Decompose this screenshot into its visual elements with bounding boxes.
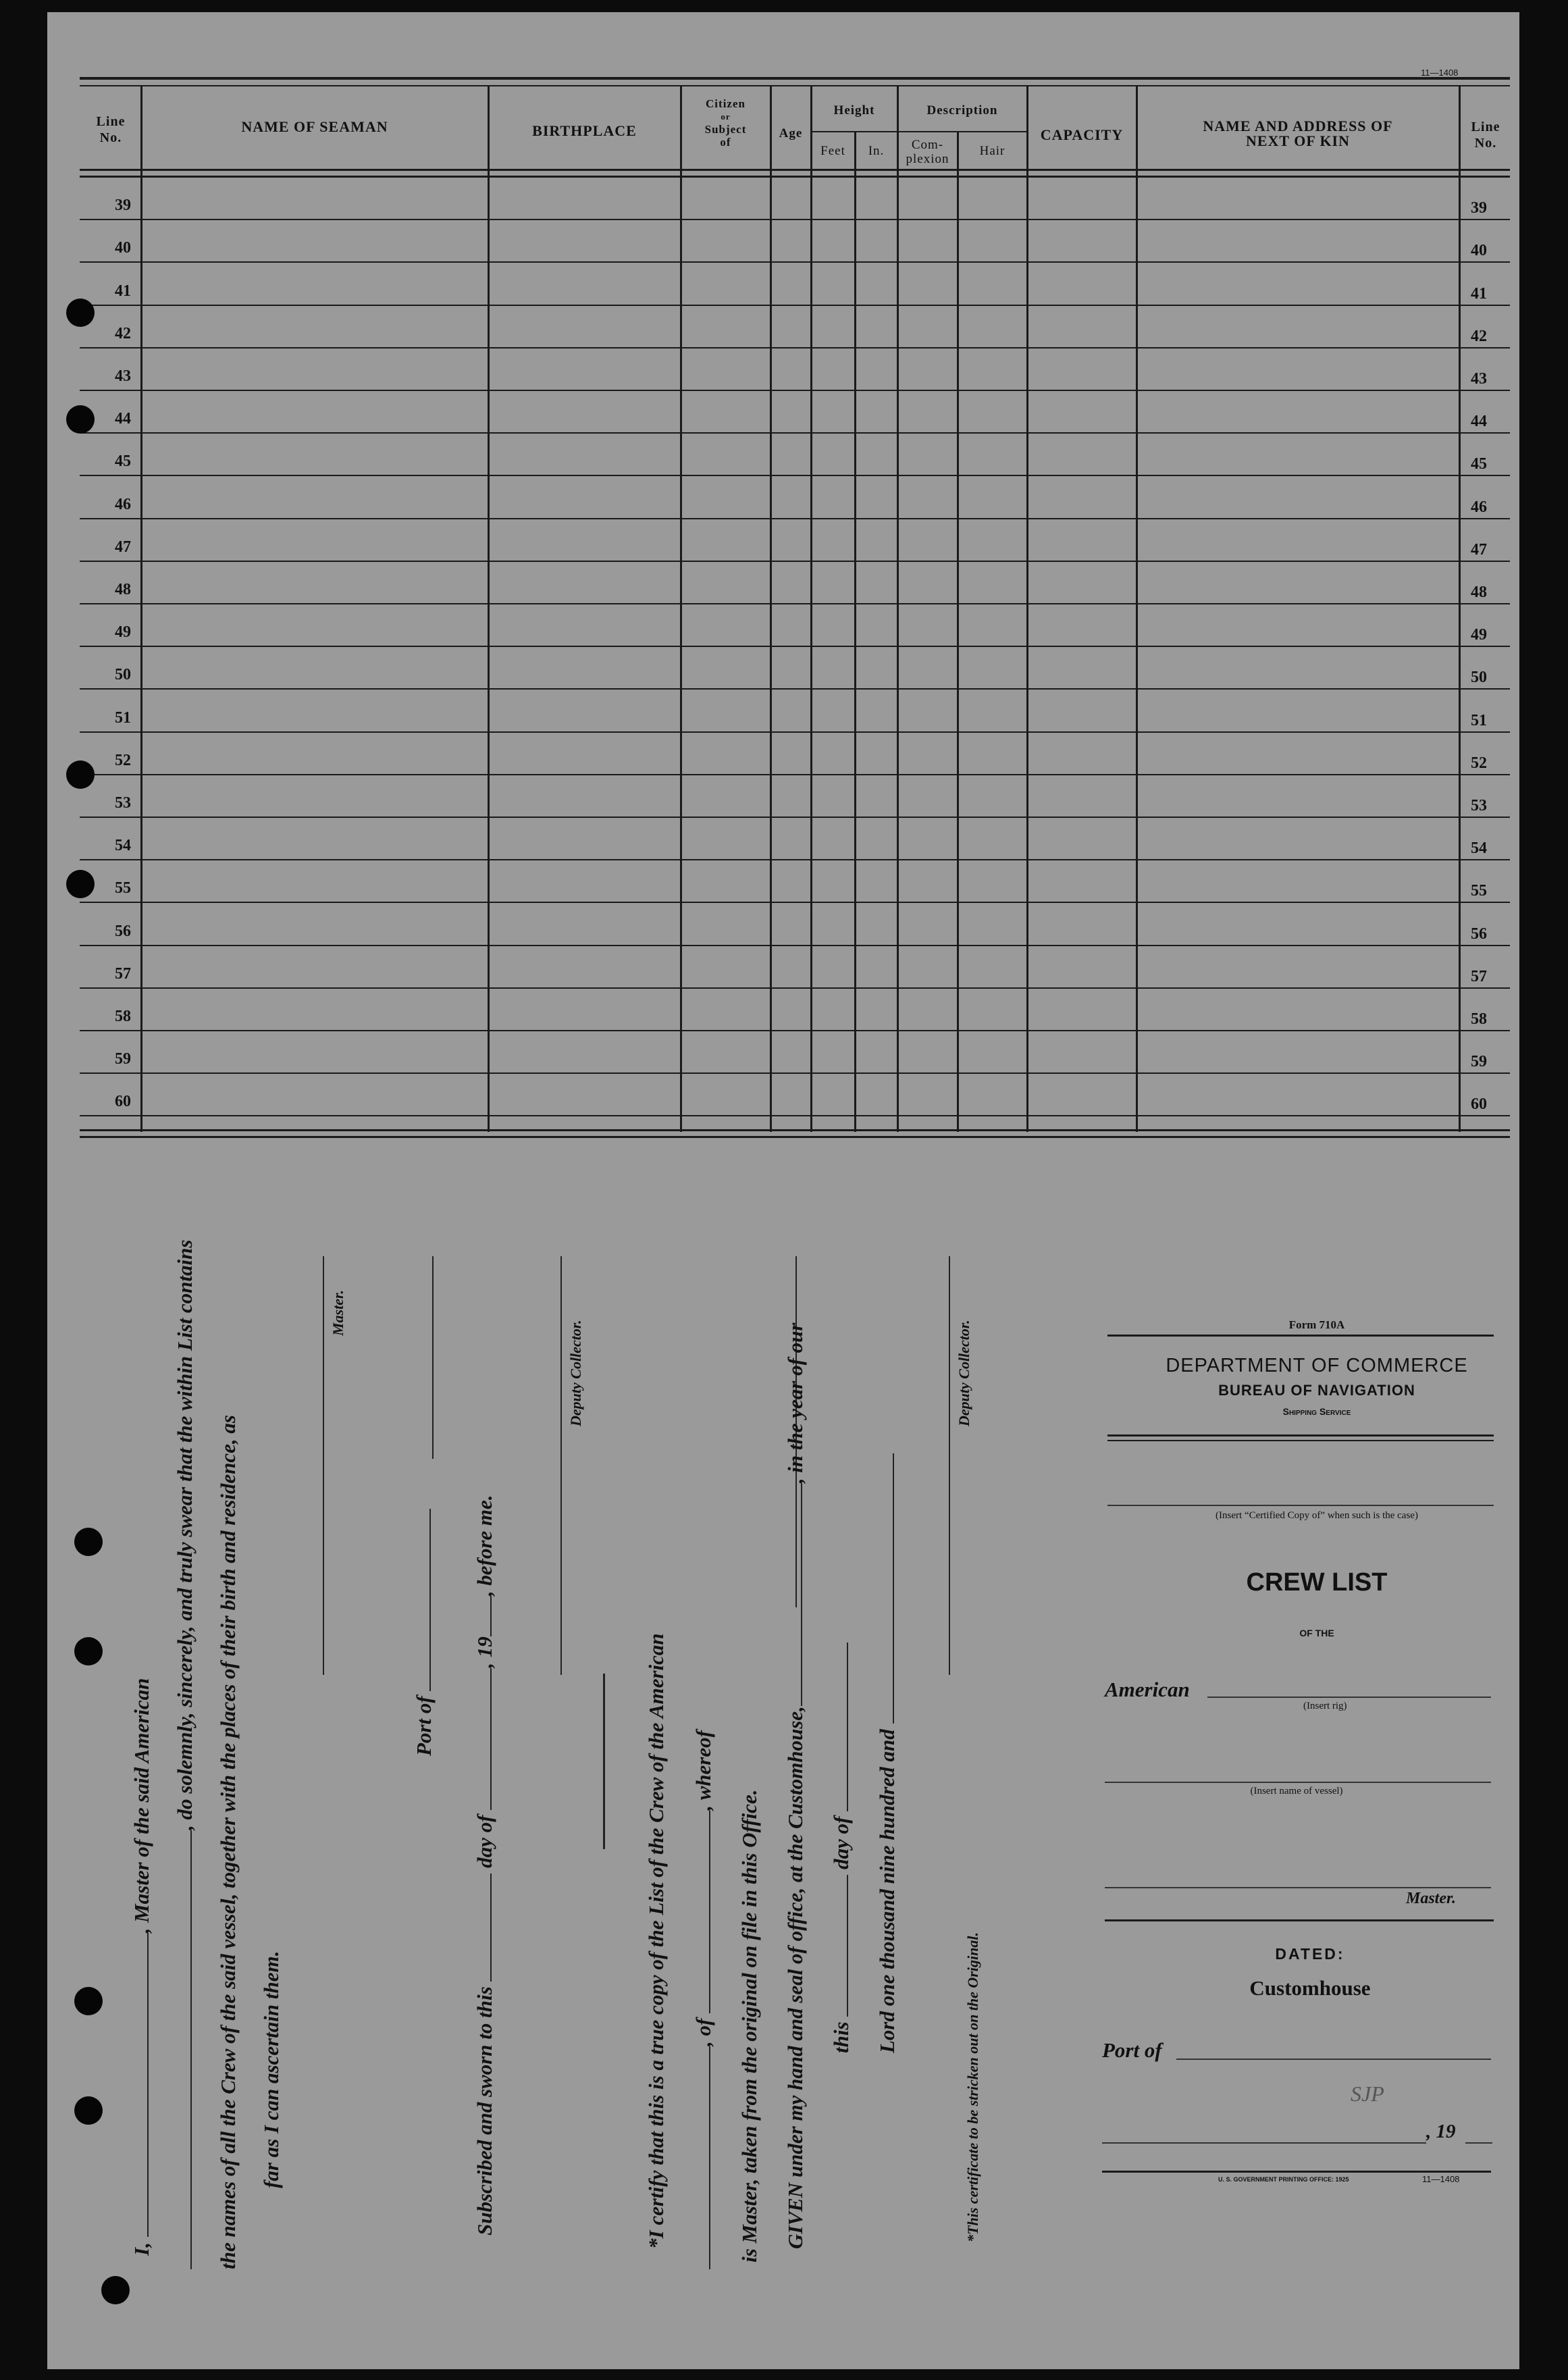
line-number-left: 54 [115,837,131,855]
printer-imprint: U. S. GOVERNMENT PRINTING OFFICE: 1925 [1218,2176,1349,2183]
line-number-right: 40 [1471,242,1487,260]
punch-hole [74,1987,103,2015]
table-row [80,1030,1510,1031]
table-row [80,219,1510,220]
form-number: Form 710A [1288,1318,1345,1331]
table-row [80,859,1510,860]
cover-year-19: , 19 [1426,2121,1456,2142]
line-number-left: 58 [115,1008,131,1025]
certified-copy-line[interactable] [1107,1505,1494,1506]
col-line-1 [140,85,142,1132]
insert-vessel-note: (Insert name of vessel) [1250,1786,1343,1796]
american-label: American [1105,1678,1190,1701]
col-line-5 [810,85,812,1132]
line-number-left: 40 [115,239,131,257]
table-row [80,561,1510,562]
line-number-left: 43 [115,367,131,385]
top-rule-thin [80,85,1510,86]
line-number-left: 49 [115,623,131,642]
line-number-left: 52 [115,751,131,769]
blank-vessel[interactable] [691,2046,710,2269]
punch-hole [74,2096,103,2125]
service-title: Shipping Service [1282,1406,1351,1417]
line-number-right: 56 [1471,925,1487,943]
form-code-top: 11—1408 [1421,68,1459,78]
line-number-left: 60 [115,1093,131,1111]
table-row [80,774,1510,775]
line-number-left: 46 [115,495,131,513]
header-complexion: Com- plexion [906,138,949,166]
bureau-title: BUREAU OF NAVIGATION [1218,1382,1415,1399]
port-of-line: Port of [412,1509,436,1756]
height-desc-subrule [810,131,1028,132]
line-number-left: 57 [115,964,131,983]
line-number-right: 53 [1471,797,1487,814]
master-label: Master. [330,1290,346,1336]
bottom-rule [80,1129,1510,1131]
line-number-right: 45 [1471,455,1487,473]
subscribed-line: Subscribed and sworn to this day of , 19, before me. [473,1495,496,2235]
line-number-right: 47 [1471,540,1487,559]
header-inches: In. [868,144,885,158]
line-number-right: 54 [1471,839,1487,858]
line-number-right: 44 [1471,413,1487,431]
table-row [80,261,1510,263]
cover-top-rule [1107,1335,1494,1337]
blank-month[interactable] [473,1668,492,1810]
form-code-bottom: 11—1408 [1422,2174,1460,2184]
oath-line-2: , do solemnly, sincerely, and truly swear that the within List contains [173,1240,197,2269]
cover-port-of-label: Port of [1102,2038,1162,2062]
dated-label: DATED: [1275,1945,1345,1963]
header-citizen: Citizen or Subject of [704,97,747,149]
deputy-collector-signature-line[interactable] [560,1256,562,1675]
col-line-7 [897,85,899,1132]
line-number-left: 55 [115,879,131,898]
table-row [80,987,1510,989]
line-number-right: 43 [1471,370,1487,388]
cover-master-label: Master. [1406,1890,1457,1907]
table-row [80,518,1510,519]
blank-master-name[interactable] [130,1933,149,2237]
punch-hole [74,1637,103,1665]
certificate-line-2: , of , whereof [691,1730,716,2269]
line-number-left: 51 [115,708,131,727]
line-number-left: 56 [115,922,131,940]
line-number-left: 50 [115,666,131,684]
blank-cert-month[interactable] [829,1642,848,1811]
certificate-line-6: Lord one thousand nine hundred and [875,1453,899,2053]
line-number-right: 57 [1471,967,1487,985]
punch-hole [74,1528,103,1556]
line-number-left: 41 [115,282,131,300]
line-number-left: 59 [115,1050,131,1068]
punch-hole [66,760,95,789]
cover-port-line[interactable] [1176,2059,1491,2060]
line-number-left: 47 [115,538,131,556]
col-line-2 [488,85,490,1132]
certificate-line-1: *I certify that this is a true copy of the List of the Crew of the American [644,1633,668,2249]
line-number-right: 60 [1471,1095,1487,1114]
certificate-line-4: GIVEN under my hand and seal of office, at the Customhouse,, in the year of our [783,1322,807,2249]
blank-port[interactable] [412,1509,431,1691]
table-row [80,347,1510,348]
col-line-6 [854,131,856,1132]
line-number-left: 39 [115,197,131,215]
table-row [80,817,1510,818]
master-name-line[interactable] [1105,1887,1491,1888]
master-signature-line[interactable] [323,1256,324,1675]
punch-hole [101,2276,130,2304]
port-of-rule [432,1256,434,1459]
line-number-left: 53 [115,794,131,812]
certificate-footnote: *This certificate to be stricken out on the Original. [964,1932,981,2242]
line-number-right: 50 [1471,669,1487,687]
header-next-of-kin: NAME AND ADDRESS OF NEXT OF KIN [1203,118,1393,149]
divider-rule [603,1674,605,1849]
line-number-right: 59 [1471,1053,1487,1071]
header-line-no-right: Line No. [1471,120,1500,151]
punch-hole [66,870,95,898]
header-line-no: Line No. [96,114,126,145]
col-line-3 [680,85,682,1132]
header-height: Height [833,103,875,118]
department-title: DEPARTMENT OF COMMERCE [1166,1355,1468,1376]
vessel-name-line[interactable] [1105,1782,1491,1783]
col-line-9 [1026,85,1028,1132]
cert-deputy-signature-line[interactable] [949,1256,950,1675]
table-row [80,390,1510,391]
header-rule [80,169,1510,171]
header-hair: Hair [979,144,1005,158]
table-row [80,731,1510,733]
cover-year-line[interactable] [1465,2142,1492,2144]
cover-date-line[interactable] [1102,2142,1426,2144]
deputy-collector-label: Deputy Collector. [567,1320,584,1426]
header-description: Description [926,103,998,118]
line-number-left: 44 [115,410,131,428]
cover-rule-2 [1107,1434,1494,1437]
table-row [80,432,1510,434]
table-row [80,603,1510,604]
col-line-8 [957,131,959,1132]
col-line-4 [770,85,772,1132]
line-number-right: 49 [1471,626,1487,644]
cert-deputy-collector-label: Deputy Collector. [956,1320,972,1426]
blank-vessel-name[interactable] [173,1830,192,2269]
blank-cert-day[interactable] [829,1875,848,2017]
blank-day[interactable] [473,1873,492,1982]
line-number-right: 51 [1471,711,1487,729]
line-number-left: 48 [115,581,131,598]
line-number-right: 42 [1471,327,1487,345]
header-name-of-seaman: NAME OF SEAMAN [241,118,388,135]
line-number-right: 58 [1471,1010,1487,1028]
table-row [80,646,1510,647]
blank-customhouse[interactable] [783,1483,802,1706]
line-number-left: 42 [115,324,131,342]
blank-cert-year[interactable] [875,1453,894,1724]
table-row [80,305,1510,306]
table-row [80,475,1510,476]
line-number-right: 41 [1471,284,1487,303]
oath-line-3: the names of all the Crew of the said vessel, together with the places of their birth and residence, as [216,1415,240,2269]
table-row [80,945,1510,946]
insert-rig-note: (Insert rig) [1303,1701,1347,1711]
certificate-line-5: this day of [829,1642,854,2053]
header-age: Age [779,126,803,140]
cover-bottom-rule [1102,2171,1491,2173]
line-number-right: 46 [1471,498,1487,516]
table-row [80,902,1510,903]
header-feet: Feet [820,144,845,158]
table-row [80,688,1510,690]
table-row [80,1115,1510,1116]
col-line-11 [1459,85,1461,1132]
insert-certified-note: (Insert “Certified Copy of” when such is the case) [1216,1510,1418,1521]
col-line-10 [1136,85,1138,1132]
line-number-right: 48 [1471,584,1487,601]
stamp-initials: SJP [1351,2081,1384,2106]
header-rule-2 [80,176,1510,178]
oath-line-1: I, , Master of the said American [130,1678,153,2256]
line-number-right: 39 [1471,199,1487,217]
header-capacity: CAPACITY [1040,126,1124,143]
table-row [80,1072,1510,1074]
oath-line-4: far as I can ascertain them. [259,1950,283,2188]
blank-port-of[interactable] [691,1811,710,2013]
of-the-label: OF THE [1299,1628,1334,1638]
customhouse-label: Customhouse [1249,1976,1371,2000]
line-number-right: 52 [1471,754,1487,772]
rig-line[interactable] [1207,1697,1491,1698]
certificate-line-3: is Master, taken from the original on file in this Office. [737,1789,761,2262]
header-birthplace: BIRTHPLACE [532,122,637,139]
punch-hole [66,405,95,434]
top-rule [80,77,1510,80]
punch-hole [66,299,95,327]
cover-rule-2b [1107,1440,1494,1441]
crew-list-title: CREW LIST [1246,1568,1388,1597]
bottom-rule-2 [80,1136,1510,1138]
cover-rule-3 [1105,1919,1494,1921]
blank-year[interactable] [473,1596,492,1636]
line-number-right: 55 [1471,882,1487,900]
line-number-left: 45 [115,452,131,471]
